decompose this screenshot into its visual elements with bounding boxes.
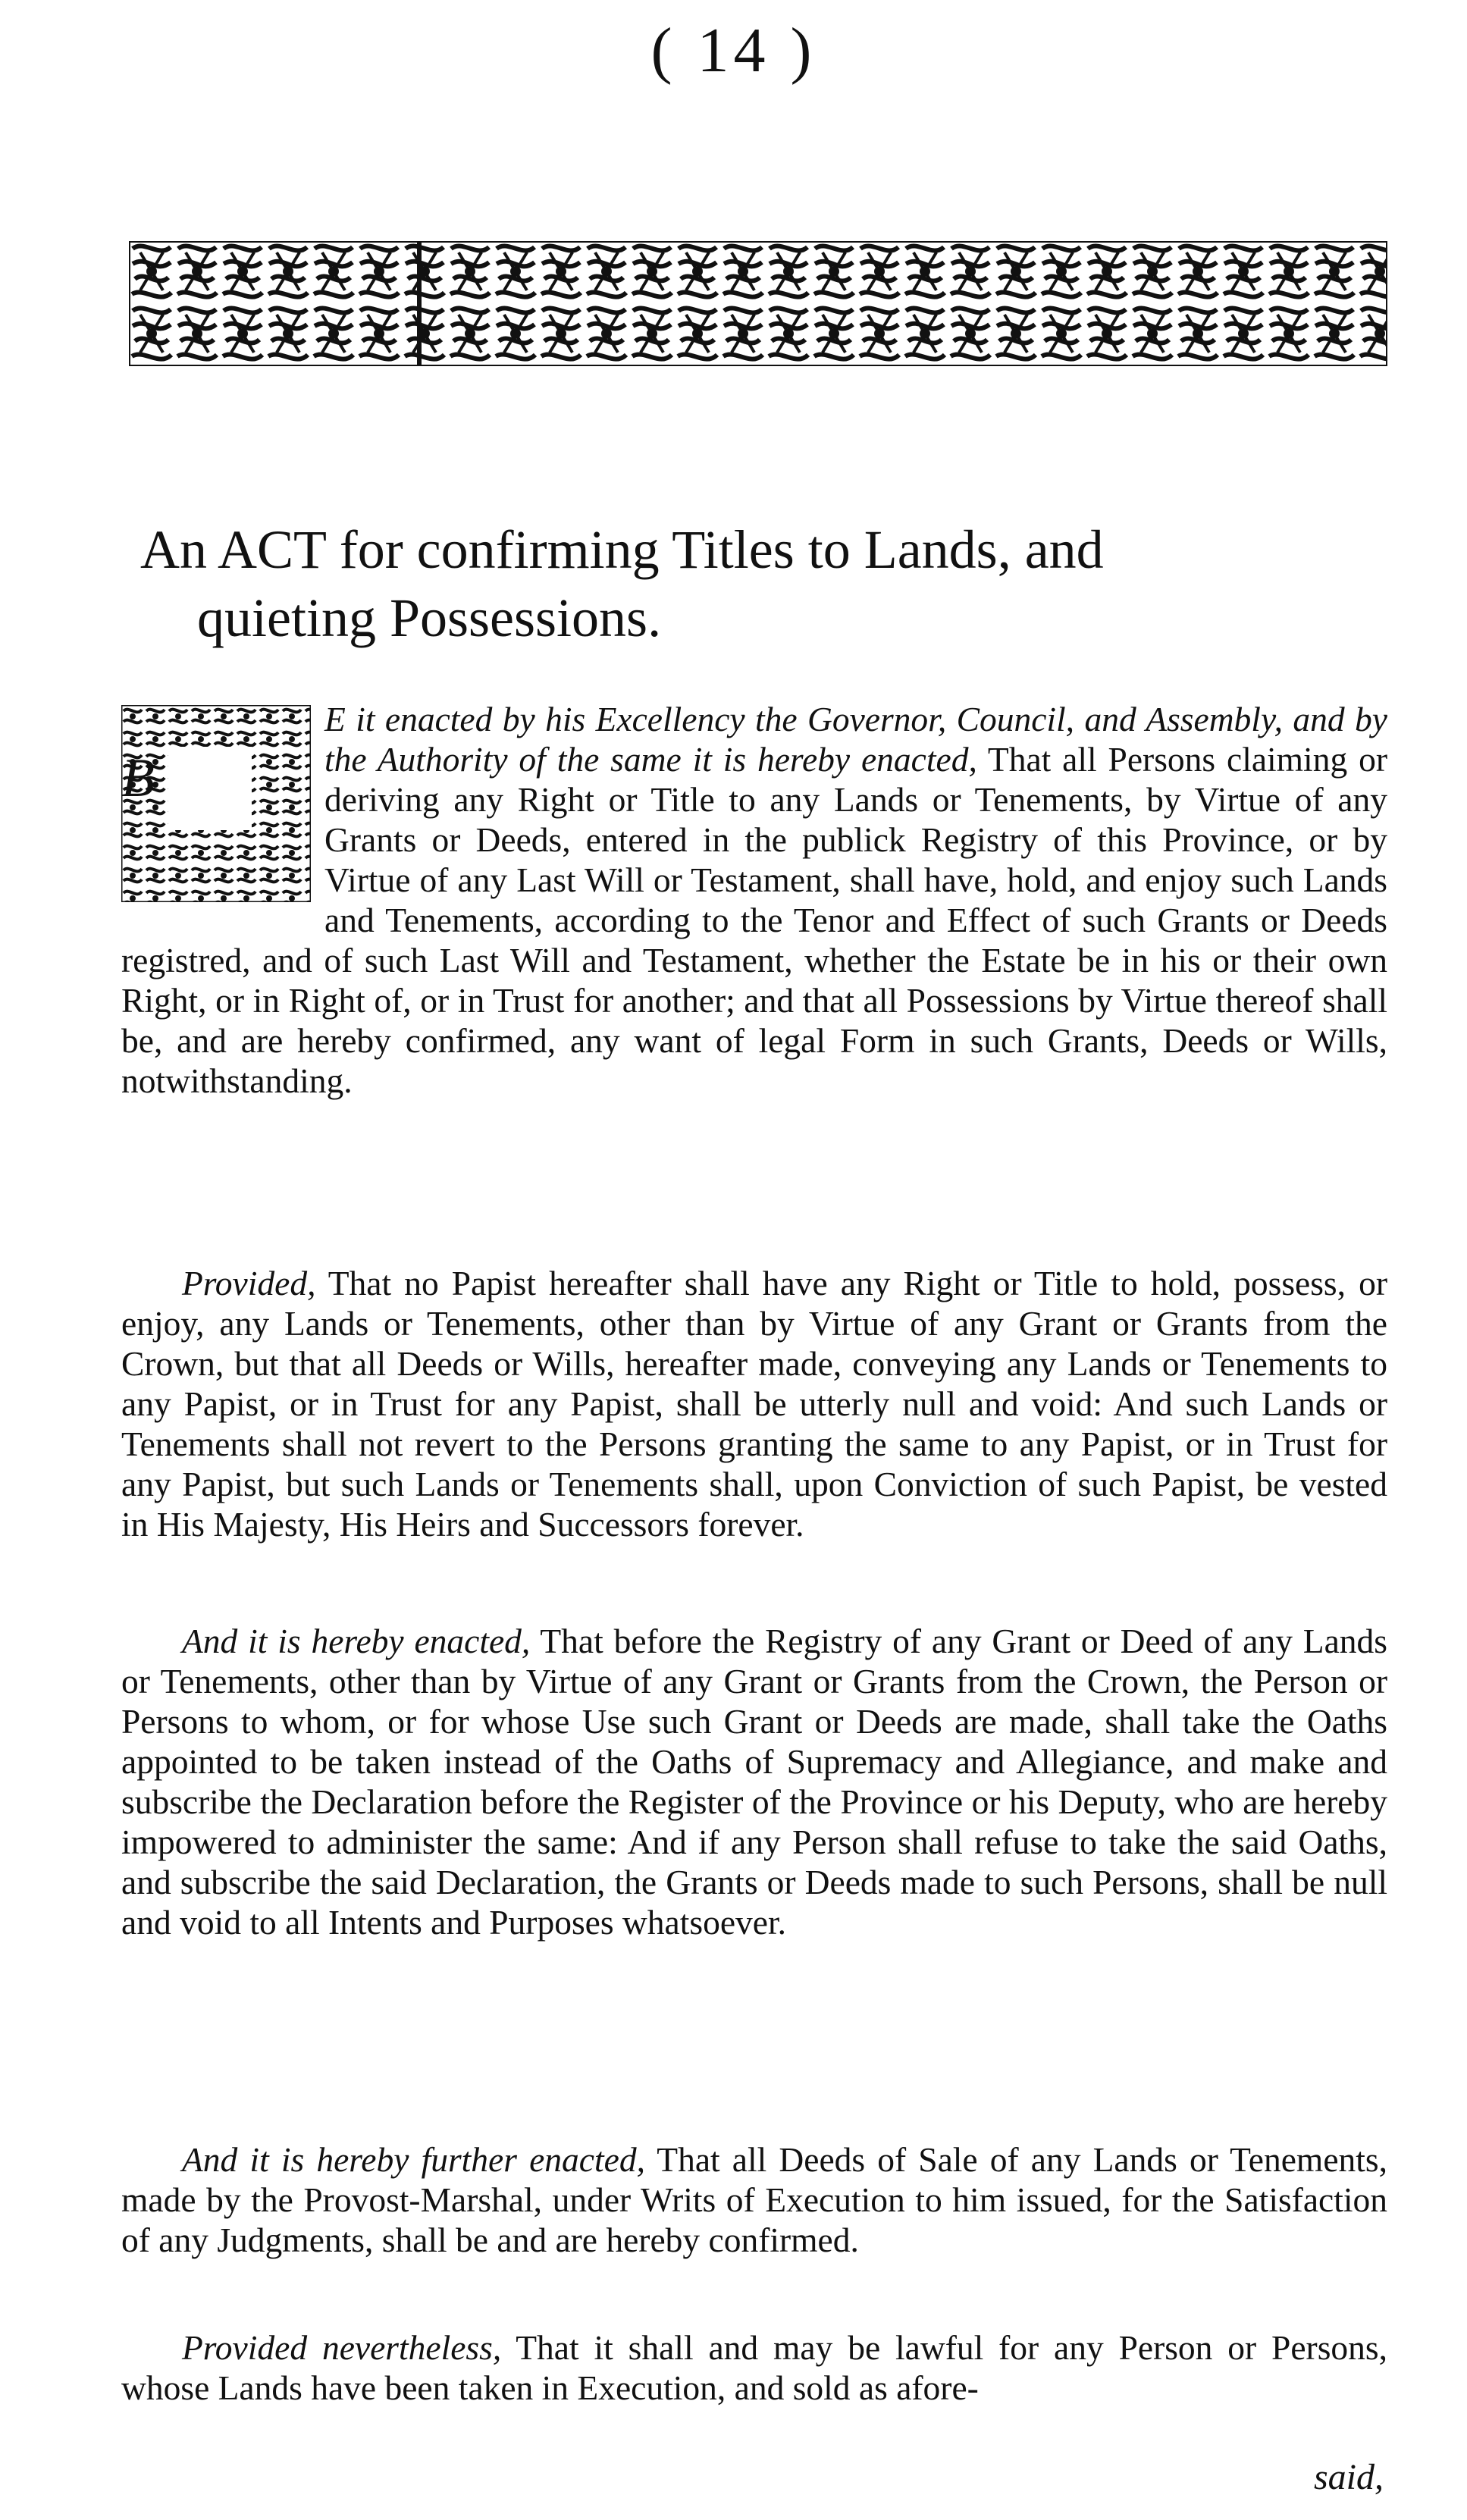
paragraph-3-text: That before the Registry of any Grant or Deed of any Lands or Tenements, other than by Virtue of any Grant or Grants from the Crown, the Person or Persons to whom, or for whose Use such Grant or Deeds are made, shall take the Oaths appointed to be taken instead of the Oaths of Supremacy and Allegiance, and make and subscribe the Declaration before the Register of the Province or his Deputy, who are hereby impowered to administer the same: And if any Person shall refuse to take the said Oaths, and subscribe the said Declaration, the Grants or Deeds made to such Persons, shall be null and void to all Intents and Purposes whatsoever.: [121, 1622, 1388, 1942]
paragraph-oaths-clause: [121, 1621, 1387, 1942]
catchword: said,: [1313, 2457, 1384, 2497]
paragraph-3-intro: And it is hereby enacted,: [182, 1622, 531, 1660]
paragraph-4-text: That all Deeds of Sale of any Lands or Tenements, made by the Provost-Marshal, under Writs of Execution to him issued, for the Satisfaction of any Judgments, shall be and are hereby confirmed.: [121, 2140, 1387, 2259]
paragraph-4-intro: And it is hereby further enacted,: [182, 2140, 645, 2179]
ornament-band: [129, 241, 1387, 366]
paragraph-1-text: That all Persons claiming or deriving any Right or Title to any Lands or Tenements, by Virtue of any Grants or Deeds, entered in the publick Registry of this Province, or by Virtue of any Last Will or Testament, shall have, hold, and enjoy such Lands and Tenements, according to the Tenor and Effect of such Grants or Deeds registred, and of such Last Will and Testament, whether the Estate be in his or their own Right, or in Right of, or in Trust for another; and that all Possessions by Virtue thereof shall be, and are hereby confirmed, any want of legal Form in such Grants, Deeds or Wills, notwithstanding.: [121, 740, 1387, 1100]
paragraph-1-intro: E it enacted by his Excellency the Governor, Council, and Assembly, and by the Authority of the same it is hereby enacted,: [324, 700, 1387, 779]
page-number: ( 14 ): [650, 15, 817, 86]
drop-cap: [121, 705, 311, 902]
act-title-line2: quieting Possessions.: [197, 588, 662, 648]
paragraph-5-intro: Provided nevertheless,: [182, 2328, 502, 2367]
act-title: [140, 516, 1384, 652]
paragraph-papist-proviso: [121, 1263, 1387, 1544]
paragraph-2-intro: Provided,: [182, 1264, 316, 1302]
paragraph-2-text: That no Papist hereafter shall have any Right or Title to hold, possess, or enjoy, any Lands or Tenements, other than by Virtue of any Grant or Grants from the Crown, but that all Deeds or Wills, hereafter made, conveying any Lands or Tenements to any Papist, or in Trust for any Papist, shall be utterly null and void: And such Lands or Tenements shall not revert to the Persons granting the same to any Papist, or in Trust for any Papist, but such Lands or Tenements shall, upon Conviction of such Papist, be vested in His Majesty, His Heirs and Successors forever.: [121, 1264, 1387, 1544]
paragraph-enacting-clause: [121, 699, 1387, 1101]
paragraph-5-text: That it shall and may be lawful for any Person or Persons, whose Lands have been taken in Execution, and sold as afore-: [121, 2328, 1387, 2407]
drop-cap-letter: B: [121, 748, 155, 808]
paragraph-provost-marshal: [121, 2139, 1387, 2260]
act-title-line1: An ACT for confirming Titles to Lands, and: [140, 519, 1104, 580]
paragraph-proviso-nevertheless: [121, 2327, 1387, 2408]
